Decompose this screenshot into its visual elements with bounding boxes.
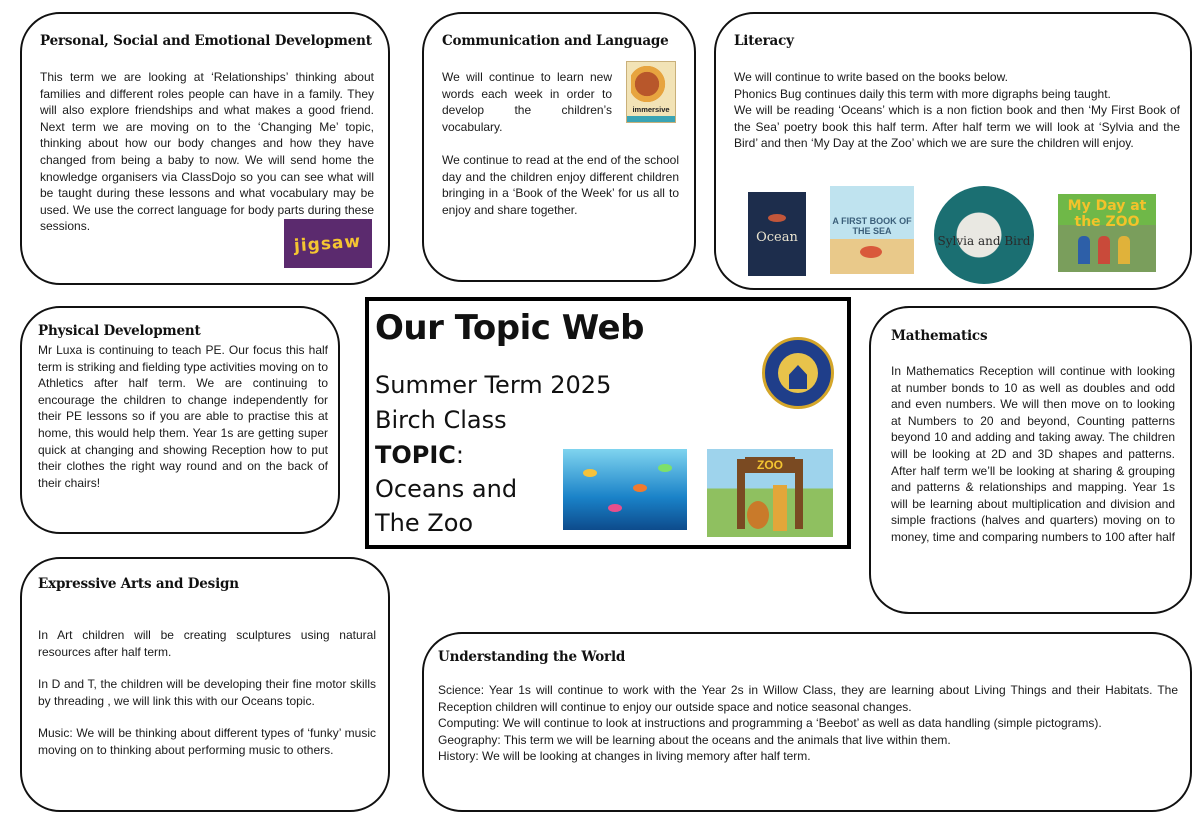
literacy-heading: Literacy	[734, 33, 794, 49]
pse-text: This term we are looking at ‘Relationships’ thinking about families and different roles people can have in a family. They will also explore friendships and what makes a good friend. Next term we are moving on to the ‘Changing Me’ topic, thinking about how our body changes and how they have changed from being a baby to now. We will send home the knowledge organisers via ClassDojo so you can see what will be taught during these lessons and what vocabulary may be used. We use the correct language for body parts during these sessions.	[40, 70, 374, 234]
pse-heading: Personal, Social and Emotional Development	[40, 33, 372, 49]
fish-icon	[658, 464, 672, 472]
topic-value-line-2: The Zoo	[375, 509, 474, 537]
ead-heading: Expressive Arts and Design	[38, 576, 239, 592]
physical-development-panel	[20, 306, 340, 534]
crab-icon	[860, 246, 882, 258]
school-badge-icon	[762, 337, 834, 409]
book-cover-title: A FIRST BOOK OF THE SEA	[832, 216, 912, 236]
person-figure	[1118, 236, 1130, 264]
physical-text: Mr Luxa is continuing to teach PE. Our focus this half term is striking and fielding type activities moving on to Athletics after half term. We are continuing to encourage the children to change independently for their PE lessons so if you are able to practise this at home, this would help them. Year 1s are getting super quick at changing and showing Reception how to put their clothes the right way round and on the back of their chairs!	[38, 343, 328, 490]
book-bar	[627, 116, 675, 122]
utw-science: Science: Year 1s will continue to work with the Year 2s in Willow Class, they are learning about Living Things and their Habitats. The Reception children will continue to enjoy our outside space and notice seasonal changes.	[438, 683, 1178, 714]
utw-computing: Computing: We will continue to look at instructions and programming a ‘Beebot’ as well as data handling (simple pictograms).	[438, 716, 1102, 731]
ead-paragraph-art: In Art children will be creating sculptures using natural resources after half term.	[38, 628, 376, 659]
book-cover-ocean	[748, 192, 806, 276]
fish-icon	[768, 214, 786, 222]
person-figure	[1098, 236, 1110, 264]
expressive-arts-panel	[20, 557, 390, 812]
zoo-sign: ZOO	[745, 457, 795, 473]
utw-history: History: We will be looking at changes in living memory after half term.	[438, 749, 811, 764]
fish-icon	[633, 484, 647, 492]
fish-icon	[608, 504, 622, 512]
maths-text: In Mathematics Reception will continue with looking at number bonds to 10 as well as doubles and odd and even numbers. We will then move on to looking at Numbers to 20 and beyond, Counting patterns beyond 10 and adding and taking away. The children will be looking at 2D and 3D shapes and patterns. After half term we’ll be looking at sharing & grouping and patterns & relationships and mapping. Year 1s will be learning about multiplication and division and simple fractions (halves and quarters) moving on to money, time and comparing numbers to 100 after half	[891, 364, 1175, 544]
topic-label	[375, 441, 464, 469]
jigsaw-logo	[284, 219, 372, 268]
ocean-illustration	[563, 449, 687, 530]
physical-heading: Physical Development	[38, 323, 201, 339]
ead-paragraph-music: Music: We will be thinking about different types of ‘funky’ music moving on to thinking about performing music to others.	[38, 726, 376, 757]
zoo-gate-post	[795, 459, 803, 529]
topic-colon: :	[455, 441, 464, 469]
utw-geography: Geography: This term we will be learning about the oceans and the animals that live within them.	[438, 732, 951, 747]
ead-paragraph-dt: In D and T, the children will be developing their fine motor skills by threading , we will link this with our Oceans topic.	[38, 677, 376, 708]
term-label: Summer Term 2025	[375, 371, 612, 399]
book-cover-title: Ocean	[756, 230, 798, 245]
jigsaw-logo-text: jigsaw	[293, 231, 363, 256]
literacy-line: We will continue to write based on the books below.	[734, 70, 1008, 84]
utw-heading: Understanding the World	[438, 649, 626, 665]
person-figure	[1078, 236, 1090, 264]
book-illustration	[631, 66, 671, 102]
giraffe-icon	[773, 485, 787, 531]
class-name: Birch Class	[375, 406, 507, 434]
topic-label-text: TOPIC	[375, 441, 456, 469]
topic-value-line-1: Oceans and	[375, 475, 518, 503]
book-cover-title: Sylvia and Bird	[937, 234, 1031, 248]
book-label: immersive	[632, 105, 670, 114]
zoo-illustration	[707, 449, 833, 537]
literacy-line: We will be reading ‘Oceans’ which is a non fiction book and then ‘My First Book of the Sea’ poetry book this half term. After half term we will look at ‘Sylvia and the Bird’ and then ‘My Day at the Zoo’ which we are sure the children will enjoy.	[734, 103, 1180, 151]
zoo-gate-post	[737, 459, 745, 529]
topic-web-title: Our Topic Web	[375, 308, 644, 348]
lion-icon	[747, 501, 769, 529]
cl-text-vocabulary: We will continue to learn new words each week in order to develop the children’s vocabulary.	[442, 70, 612, 134]
understanding-world-panel	[422, 632, 1192, 812]
literacy-panel	[714, 12, 1192, 290]
cl-text-reading: We continue to read at the end of the school day and the children enjoy different children bringing in a ‘Book of the Week’ for us all to enjoy and share together.	[442, 153, 679, 217]
topic-web-panel	[365, 297, 851, 549]
cl-heading: Communication and Language	[442, 33, 669, 49]
book-cover-first-book-of-the-sea	[830, 186, 914, 274]
literacy-text	[734, 69, 1180, 152]
maths-heading: Mathematics	[891, 328, 988, 344]
literacy-line: Phonics Bug continues daily this term with more digraphs being taught.	[734, 86, 1111, 101]
immersive-book-image	[626, 61, 676, 123]
mathematics-panel	[869, 306, 1192, 614]
fish-icon	[583, 469, 597, 477]
utw-text	[438, 682, 1178, 765]
book-cover-title: My Day at the ZOO	[1067, 198, 1147, 230]
book-cover-my-day-at-the-zoo	[1058, 194, 1156, 272]
book-cover-sylvia-and-bird	[934, 186, 1034, 284]
communication-language-panel	[422, 12, 696, 282]
pse-panel	[20, 12, 390, 285]
ead-text	[38, 627, 376, 759]
